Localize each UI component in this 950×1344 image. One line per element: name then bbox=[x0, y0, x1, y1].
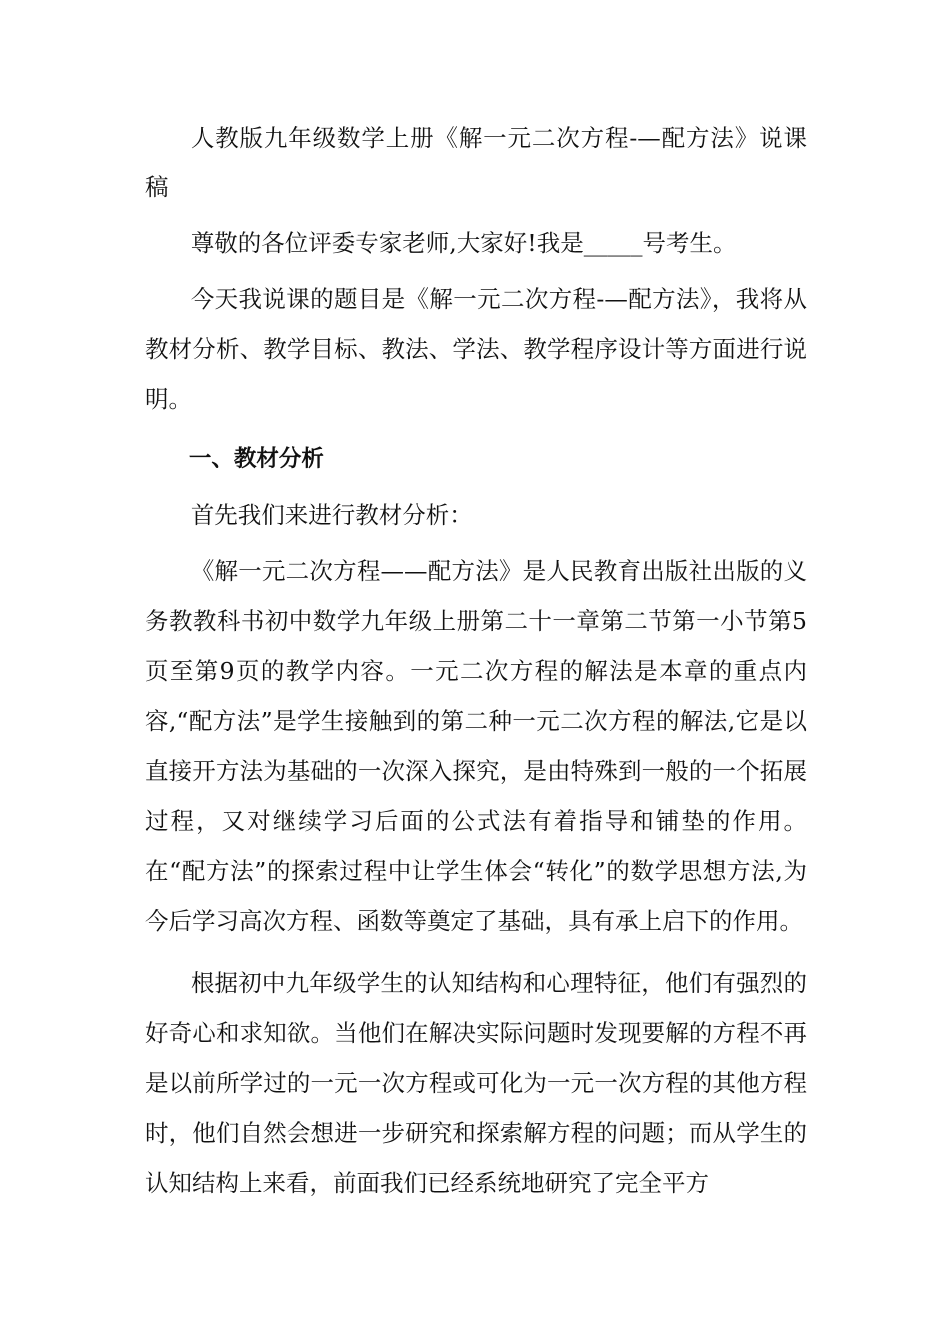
greeting-paragraph: 尊敬的各位评委专家老师,大家好!我是_____号考生。 bbox=[190, 229, 737, 257]
student-analysis-paragraph: 根据初中九年级学生的认知结构和心理特征，他们有强烈的好奇心和求知欲。当他们在解决实际问题时发现要解的方程不再是以前所学过的一元一次方程或可化为一元一次方程的其他方程时，他们自然会想进一步研究和探索解方程的问题；而从学生的认知结构上来看，前面我们已经系统地研究了完全平方 bbox=[145, 969, 807, 1197]
section-lead-paragraph: 首先我们来进行教材分析： bbox=[190, 501, 473, 529]
intro-paragraph: 今天我说课的题目是《解一元二次方程-—配方法》，我将从教材分析、教学目标、教法、学法、教学程序设计等方面进行说明。 bbox=[145, 285, 807, 413]
document-title: 人教版九年级数学上册《解一元二次方程-—配方法》说课稿 bbox=[145, 124, 807, 201]
document-page bbox=[145, 114, 807, 1208]
textbook-analysis-paragraph: 《解一元二次方程——配方法》是人民教育出版社出版的义务教教科书初中数学九年级上册第二十一章第二节第一小节第5页至第9页的教学内容。一元二次方程的解法是本章的重点内容,“配方法”是学生接触到的第二种一元二次方程的解法,它是以直接开方法为基础的一次深入探究，是由特殊到一般的一个拓展过程，又对继续学习后面的公式法有着指导和铺垫的作用。在“配方法”的探索过程中让学生体会“转化”的数学思想方法,为今后学习高次方程、函数等奠定了基础，具有承上启下的作用。 bbox=[145, 557, 807, 935]
section-heading-textbook-analysis: 一、教材分析 bbox=[188, 446, 324, 472]
